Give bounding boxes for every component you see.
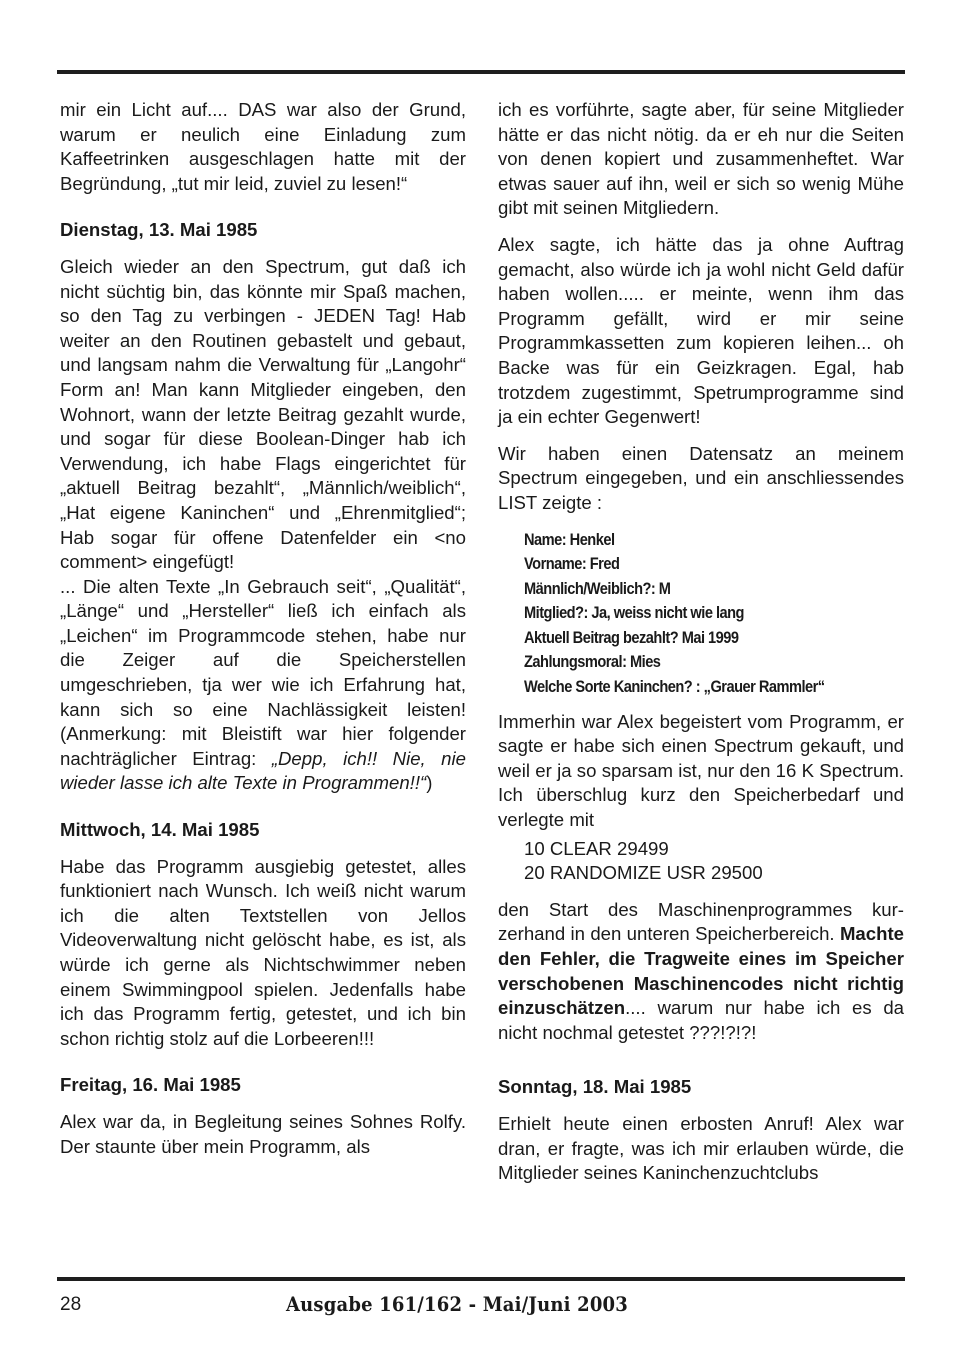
listing-line: Welche Sorte Kaninchen? : „Grauer Rammler“ (524, 677, 825, 697)
diary-date-heading: Dienstag, 13. Mai 1985 (60, 219, 258, 241)
paragraph-text: den Start des Maschinenprogrammes kurzerhand in den unteren Speicherbereich. (498, 898, 904, 945)
paragraph: Habe das Programm ausgiebig getestet, alles funktioniert nach Wunsch. Ich weiß nicht warum ich die alten Textstellen von Jellos Videoverwaltung nicht gelöscht habe, es ist, als würde ich gerne als Nichtschwimmer neben einem Swimmingpool spielen. Jedenfalls habe ich das Programm fertig, getestet, und ich bin schon richtig stolz auf die Lorbeeren!!! (60, 855, 466, 1049)
right-column (498, 98, 904, 1198)
paragraph (60, 575, 466, 796)
paragraph-text: ) (426, 772, 433, 794)
footer-rule (57, 1277, 905, 1281)
diary-date-heading: Freitag, 16. Mai 1985 (60, 1074, 241, 1096)
paragraph: mir ein Licht auf.... DAS war also der Grund, warum er neulich eine Einladung zum Kaffeetrinken ausgeschlagen hatte mit der Begründung, „tut mir leid, zuviel zu lesen!“ (60, 99, 466, 194)
code-line: 10 CLEAR 29499 (524, 837, 669, 859)
listing-line: Vorname: Fred (524, 554, 620, 574)
listing-line: Aktuell Beitrag bezahlt? Mai 1999 (524, 627, 739, 647)
paragraph: Wir haben einen Datensatz an meinem Spectrum eingegeben, und ein anschliessendes LIST zeigte : (498, 442, 904, 513)
italic-note: „Depp, ich!! Nie, nie wieder lasse ich alte Texte in Programmen!!“ (60, 747, 466, 794)
paragraph: Erhielt heute einen erbosten Anruf! Alex war dran, er fragte, was ich mir erlauben würde, die Mitglieder seines Kaninchenzuchtclubs (498, 1112, 904, 1184)
listing-line: Männlich/Weiblich?: M (524, 578, 671, 598)
left-column (60, 98, 466, 1171)
paragraph: Alex war da, in Begleitung seines Sohnes Rolfy. Der staunte über mein Programm, als (60, 1110, 466, 1157)
paragraph: ich es vorführte, sagte aber, für seine Mitglieder hätte er das nicht nötig. da er eh nur die Seiten von denen kopiert und zusammenheftet. War etwas sauer auf ihn, weil er sich so wenig Mühe gibt mit seinen Mitgliedern. (498, 99, 904, 219)
issue-label: Ausgabe 161/162 - Mai/Juni 2003 (286, 1292, 628, 1316)
basic-code-listing (524, 837, 904, 886)
diary-date-heading: Sonntag, 18. Mai 1985 (498, 1076, 692, 1098)
paragraph-text: ... Die alten Texte „In Gebrauch seit“, „Qualität“, „Länge“ und „Hersteller“ ließ ich einfach als „Leichen“ im Programmcode stehen, habe nur die Zeiger auf die Speicherstellen umgeschrieben, tja wer wie ich Erfahrung hat, kann sich so eine Nachlässigkeit leisten! (Anmerkung: mit Bleistift war hier folgender nachträglicher Eintrag: (60, 575, 466, 769)
paragraph-text: .... warum nur habe ich es da nicht nochmal getestet ???!?!?! (498, 997, 904, 1043)
paragraph (498, 898, 904, 1046)
record-listing (524, 528, 911, 700)
paragraph: Gleich wieder an den Spectrum, gut daß ich nicht süchtig bin, das könnte mir Spaß machen, so den Tag zu verbingen - JEDEN Tag! Hab weiter an den Routinen gebastelt und gebaut, und langsam nahm die Verwaltung für „Langohr“ Form an! Man kann Mitglieder eingeben, den Wohnort, wann der letzte Beitrag gezahlt wurde, und sogar für diese Boolean-Dinger hab ich Verwendung, ich habe Flags eingerichtet für „aktuell Beitrag bezahlt“, „Männlich/weiblich“, „Hat eigene Kaninchen“ und „Ehrenmitglied“; Hab sogar für offene Datenfelder ein <no comment> eingefügt! (60, 255, 466, 573)
listing-line: Name: Henkel (524, 529, 615, 549)
paragraph: Alex sagte, ich hätte das ja ohne Auftrag gemacht, also würde ich ja wohl nicht Geld dafür haben wollen..... er meinte, wenn ihm das Programm gefällt, wird er mir seine Programmkassetten zum kopieren leihen... oh Backe was für ein Geizkragen. Egal, hab trotzdem zugestimmt, Spetrumprogramme sind ja ein echter Gegenwert! (498, 233, 904, 428)
bold-emphasis: Machte den Fehler, die Tragweite eines im Speicher verschobenen Maschinencodes nicht richtig einzuschätzen (498, 923, 904, 1019)
diary-date-heading: Mittwoch, 14. Mai 1985 (60, 819, 260, 841)
page-number: 28 (60, 1294, 82, 1315)
header-rule (57, 70, 905, 74)
listing-line: Mitglied?: Ja, weiss nicht wie lang (524, 603, 744, 623)
listing-line: Zahlungsmoral: Mies (524, 652, 661, 672)
paragraph: Immerhin war Alex begeistert vom Programm, er sagte er habe sich einen Spectrum gekauft, und weil er ja so sparsam ist, nur den 16 K Spectrum. Ich überschlug kurz den Speicherbedarf und verlegte mit (498, 710, 904, 831)
code-line: 20 RANDOMIZE USR 29500 (524, 862, 763, 884)
